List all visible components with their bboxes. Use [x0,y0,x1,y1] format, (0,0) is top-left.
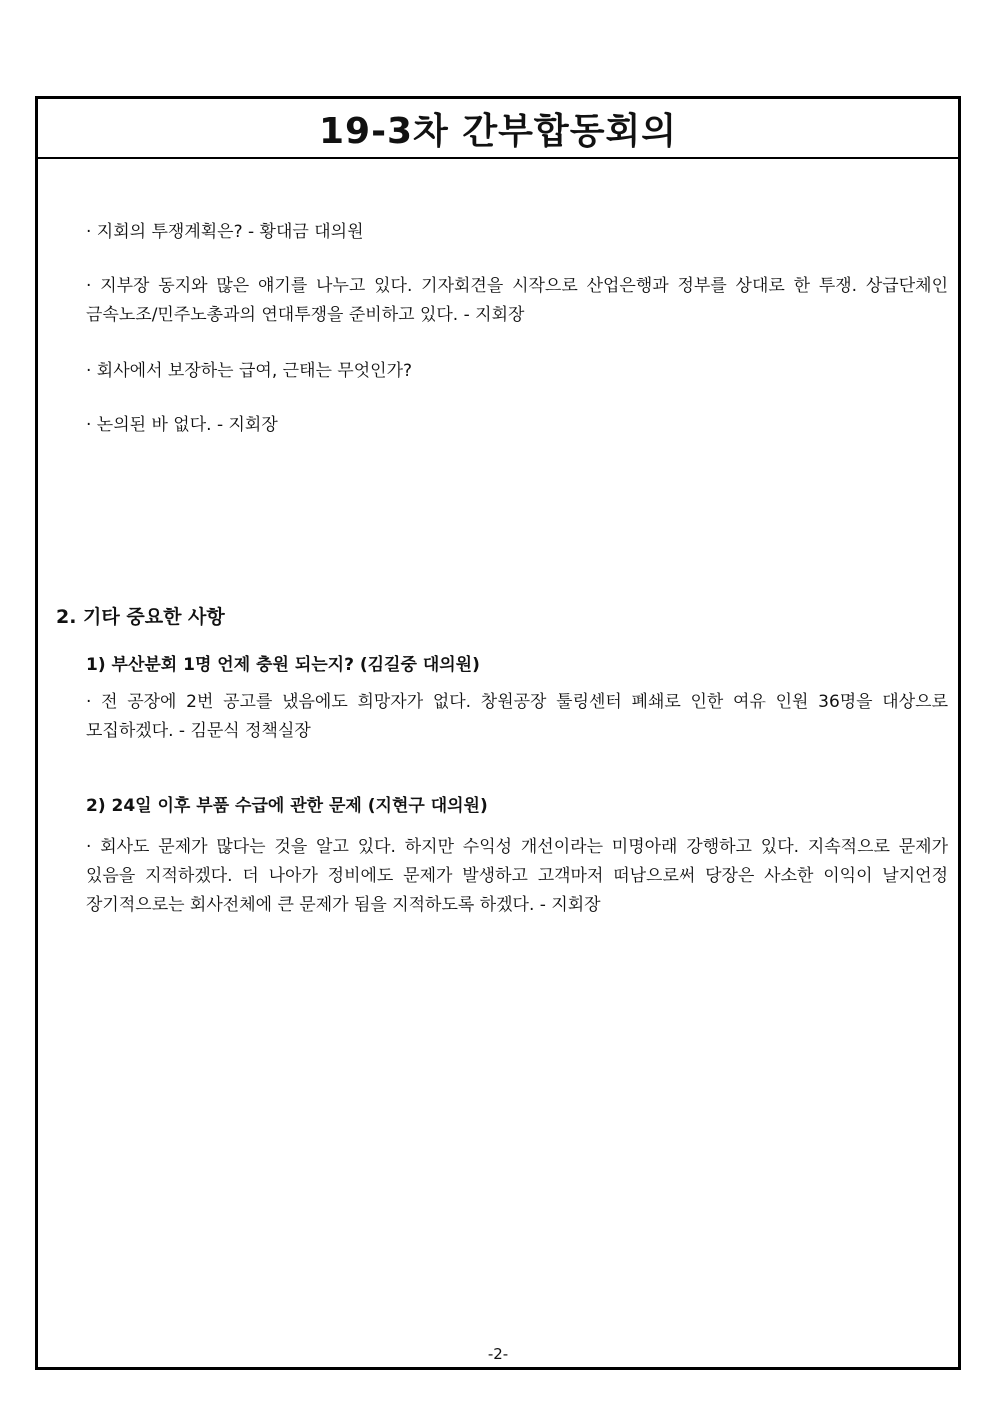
title-bar [38,99,958,159]
page-number: -2- [487,1345,509,1363]
section-heading: 2. 기타 중요한 사항 [56,606,225,628]
paragraph-question-salary: · 회사에서 보장하는 급여, 근태는 무엇인가? [86,361,413,381]
subsection-heading-busan: 1) 부산분회 1명 언제 충원 되는지? (김길중 대의원) [86,655,480,675]
paragraph-answer-salary: · 논의된 바 없다. - 지회장 [86,415,278,435]
paragraph-question-struggle-plan: · 지회의 투쟁계획은? - 황대금 대의원 [86,222,364,242]
document-frame [35,96,961,1370]
paragraph-answer-busan: · 전 공장에 2번 공고를 냈음에도 희망자가 없다. 창원공장 툴링센터 폐쇄로 인한 여유 인원 36명을 대상으로 모집하겠다. - 김문식 정책실장 [86,692,948,741]
paragraph-answer-struggle-plan: · 지부장 동지와 많은 얘기를 나누고 있다. 기자회견을 시작으로 산업은행과 정부를 상대로 한 투쟁. 상급단체인 금속노조/민주노총과의 연대투쟁을 준비하고 있다. - 지회장 [86,276,948,325]
page-title: 19-3차 간부합동회의 [318,110,678,152]
subsection-heading-parts: 2) 24일 이후 부품 수급에 관한 문제 (지현구 대의원) [86,796,488,816]
paragraph-answer-parts: · 회사도 문제가 많다는 것을 알고 있다. 하지만 수익성 개선이라는 미명아래 강행하고 있다. 지속적으로 문제가 있음을 지적하겠다. 더 나아가 정비에도 문제가 발생하고 고객마저 떠남으로써 당장은 사소한 이익이 날지언정 장기적으로는 회사전체에 큰 문제가 됨을 지적하도록 하겠다. - 지회장 [86,837,948,915]
